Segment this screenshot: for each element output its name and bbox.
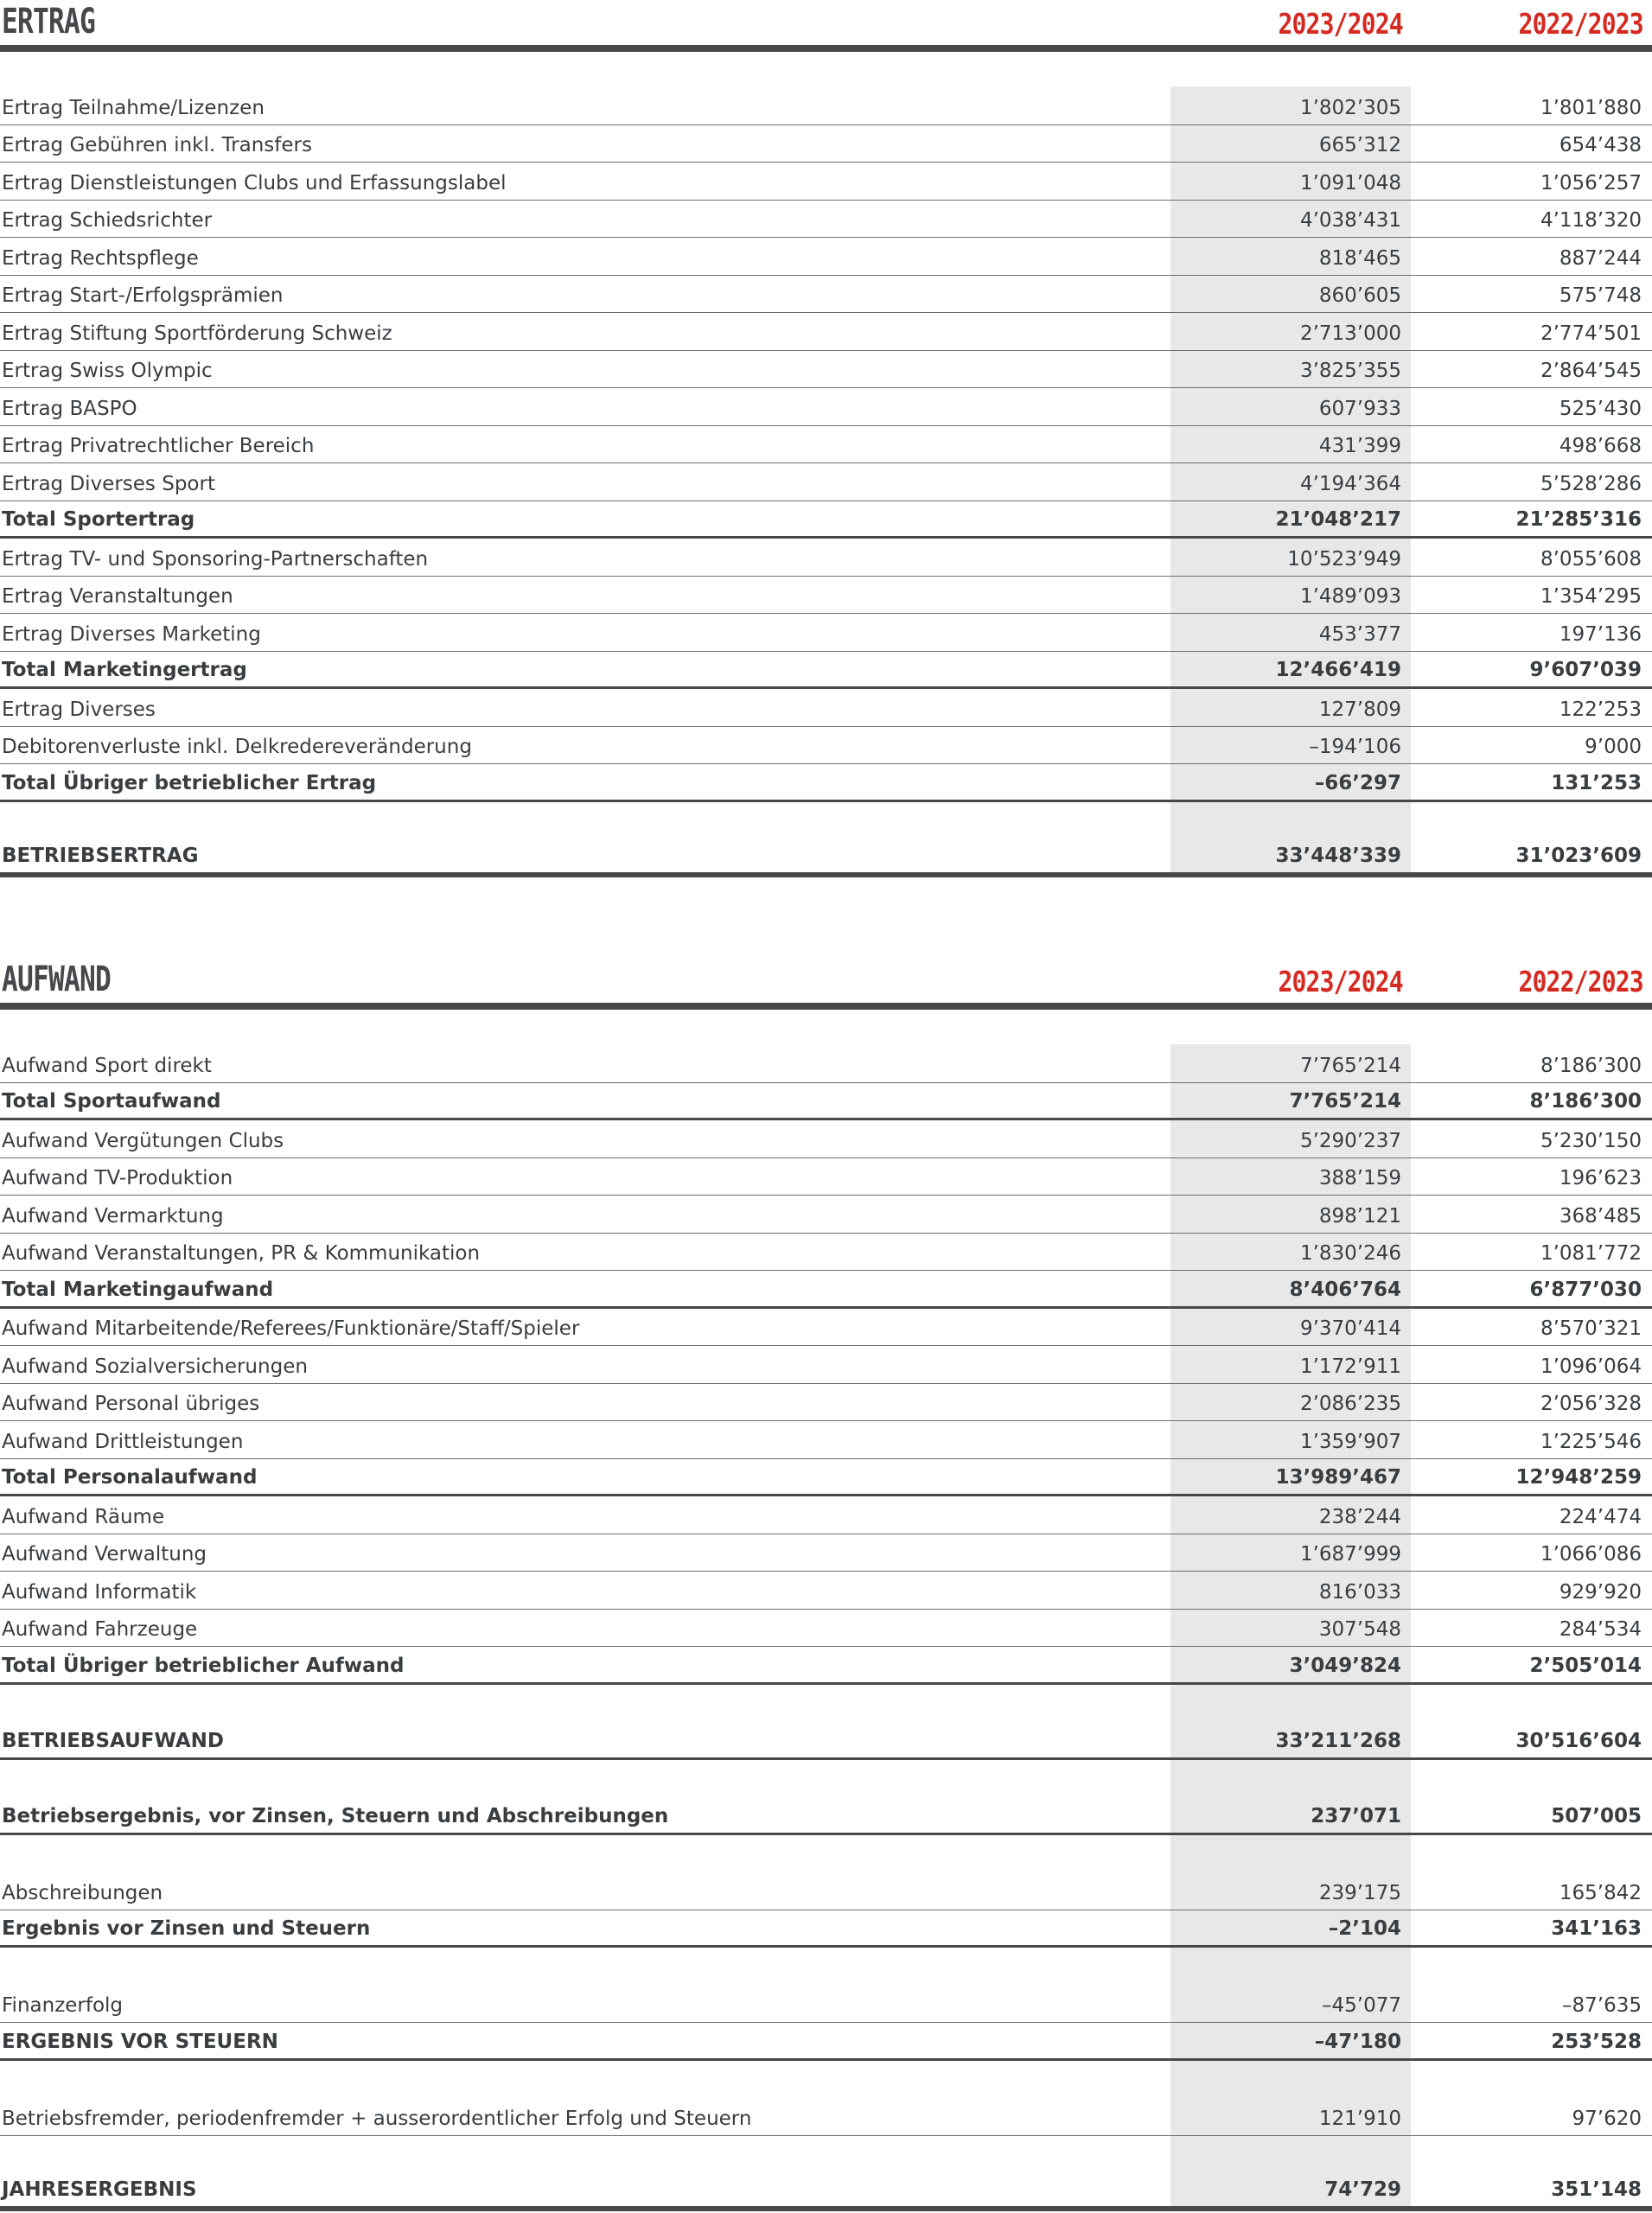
value-current: 431’399 <box>1318 435 1401 457</box>
row-label: Ertrag Start-/Erfolgsprämien <box>2 284 284 307</box>
ertrag-title: ERTRAG <box>2 2 96 41</box>
table-row <box>0 1421 1652 1459</box>
value-current: 2’086’235 <box>1299 1393 1401 1415</box>
total-row <box>0 652 1652 690</box>
value-previous: 1’225’546 <box>1540 1430 1642 1453</box>
value-current: 860’605 <box>1318 284 1401 307</box>
row-label: Aufwand Mitarbeitende/Referees/Funktionäre/Staff/Spieler <box>2 1317 580 1340</box>
table-row <box>0 1234 1652 1272</box>
table-row <box>0 727 1652 765</box>
table-row <box>0 125 1652 163</box>
spacer <box>0 1760 1652 1798</box>
table-row <box>0 1496 1652 1534</box>
table-row <box>0 1572 1652 1610</box>
value-current: 33’211’268 <box>1275 1729 1401 1752</box>
table-row <box>0 1384 1652 1422</box>
row-label: Total Marketingaufwand <box>2 1278 274 1301</box>
aufwand-table <box>0 1045 1652 2211</box>
ertrag-table <box>0 87 1652 877</box>
row-label: Betriebsergebnis, vor Zinsen, Steuern und Abschreibungen <box>2 1804 669 1827</box>
subtotal-row <box>0 1910 1652 1948</box>
value-previous: 6’877’030 <box>1529 1278 1642 1301</box>
row-label: Total Übriger betrieblicher Aufwand <box>2 1654 405 1677</box>
value-current: 4’194’364 <box>1299 472 1401 495</box>
value-current: 1’687’999 <box>1299 1543 1401 1566</box>
value-previous: 351’148 <box>1551 2178 1642 2201</box>
value-previous: 97’620 <box>1572 2107 1642 2130</box>
value-previous: 131’253 <box>1551 771 1642 794</box>
table-row <box>0 1534 1652 1572</box>
table-row <box>0 1158 1652 1196</box>
row-label: Total Sportaufwand <box>2 1090 221 1113</box>
table-row <box>0 1610 1652 1648</box>
value-previous: 30’516’604 <box>1515 1729 1642 1752</box>
table-row <box>0 426 1652 464</box>
row-label: Aufwand Drittleistungen <box>2 1430 244 1453</box>
spacer <box>0 1948 1652 1986</box>
spacer <box>0 1685 1652 1723</box>
ertrag-section <box>0 0 1652 867</box>
value-previous: 196’623 <box>1559 1167 1642 1189</box>
value-previous: 575’748 <box>1559 284 1642 307</box>
value-current: –66’297 <box>1314 771 1401 794</box>
row-label: Ertrag Teilnahme/Lizenzen <box>2 96 265 119</box>
table-row <box>0 577 1652 615</box>
row-label: Aufwand Verwaltung <box>2 1543 207 1566</box>
value-previous: 507’005 <box>1551 1804 1642 1827</box>
value-current: 10’523’949 <box>1287 547 1401 571</box>
value-current: 121’910 <box>1318 2107 1401 2130</box>
value-current: –47’180 <box>1314 2030 1401 2053</box>
value-previous: 21’285’316 <box>1515 508 1642 531</box>
row-label: Debitorenverluste inkl. Delkredereveränderung <box>2 736 472 758</box>
value-current: 21’048’217 <box>1275 508 1401 531</box>
grand-total-row <box>0 839 1652 877</box>
value-previous: 8’055’608 <box>1540 547 1642 571</box>
subtotal-row <box>0 2023 1652 2061</box>
table-row <box>0 351 1652 389</box>
value-current: 1’489’093 <box>1299 585 1401 608</box>
value-previous: 4’118’320 <box>1540 209 1642 232</box>
value-previous: 929’920 <box>1559 1580 1642 1604</box>
row-label: Ertrag BASPO <box>2 397 137 420</box>
value-previous: 2’505’014 <box>1529 1654 1642 1677</box>
total-row <box>0 1271 1652 1309</box>
value-current: 4’038’431 <box>1299 209 1401 232</box>
spacer <box>0 802 1652 840</box>
value-current: 453’377 <box>1318 622 1401 646</box>
value-current: 3’049’824 <box>1289 1654 1401 1677</box>
total-row <box>0 1647 1652 1685</box>
value-current: 818’465 <box>1318 246 1401 270</box>
value-current: –194’106 <box>1309 736 1401 758</box>
value-previous: –87’635 <box>1562 1994 1642 2017</box>
row-label: Ertrag Diverses <box>2 698 156 721</box>
total-row <box>0 501 1652 539</box>
value-previous: 1’066’086 <box>1540 1543 1642 1566</box>
value-previous: 122’253 <box>1559 698 1642 721</box>
row-label: Aufwand Personal übriges <box>2 1393 260 1415</box>
value-previous: 9’000 <box>1585 736 1642 758</box>
row-label: Betriebsfremder, periodenfremder + ausserordentlicher Erfolg und Steuern <box>2 2107 752 2130</box>
row-label: Finanzerfolg <box>2 1994 124 2017</box>
value-current: 238’244 <box>1318 1505 1401 1528</box>
table-row <box>0 689 1652 727</box>
value-current: 307’548 <box>1318 1618 1401 1641</box>
table-row <box>0 238 1652 276</box>
table-row <box>0 1309 1652 1347</box>
value-current: 1’830’246 <box>1299 1242 1401 1265</box>
table-row <box>0 463 1652 501</box>
ertrag-header <box>0 0 1652 53</box>
table-row <box>0 313 1652 351</box>
total-row <box>0 764 1652 802</box>
ertrag-year-current: 2023/2024 <box>1278 7 1403 41</box>
aufwand-section <box>0 958 1652 2201</box>
row-label: Ertrag Diverses Marketing <box>2 622 261 646</box>
row-label: Ertrag TV- und Sponsoring-Partnerschaften <box>2 547 429 571</box>
aufwand-year-previous: 2022/2023 <box>1518 965 1643 998</box>
table-row <box>0 1346 1652 1384</box>
value-previous: 197’136 <box>1559 622 1642 646</box>
value-previous: 341’163 <box>1551 1917 1642 1940</box>
value-current: 7’765’214 <box>1299 1054 1401 1077</box>
table-row <box>0 2098 1652 2136</box>
value-previous: 887’244 <box>1559 246 1642 270</box>
ertrag-year-previous: 2022/2023 <box>1518 7 1643 41</box>
value-previous: 1’801’880 <box>1540 96 1642 119</box>
aufwand-title: AUFWAND <box>2 960 112 999</box>
table-row <box>0 276 1652 314</box>
row-label: Ergebnis vor Zinsen und Steuern <box>2 1917 371 1940</box>
table-row <box>0 539 1652 577</box>
value-current: 9’370’414 <box>1299 1317 1401 1340</box>
table-row <box>0 1196 1652 1234</box>
table-row <box>0 1986 1652 2024</box>
row-label: Abschreibungen <box>2 1881 163 1904</box>
value-previous: 8’186’300 <box>1529 1090 1642 1113</box>
value-current: 127’809 <box>1318 698 1401 721</box>
value-previous: 165’842 <box>1559 1881 1642 1904</box>
row-label: Ertrag Diverses Sport <box>2 472 215 495</box>
value-previous: 9’607’039 <box>1529 659 1642 681</box>
row-label: JAHRESERGEBNIS <box>2 2178 197 2201</box>
subtotal-row <box>0 1722 1652 1760</box>
aufwand-header-rule <box>0 1003 1652 1010</box>
value-current: 239’175 <box>1318 1881 1401 1904</box>
value-current: 2’713’000 <box>1299 322 1401 345</box>
value-previous: 31’023’609 <box>1515 844 1642 867</box>
value-previous: 284’534 <box>1559 1618 1642 1641</box>
row-label: Aufwand Vergütungen Clubs <box>2 1129 284 1152</box>
value-current: 3’825’355 <box>1299 360 1401 382</box>
row-label: Aufwand Fahrzeuge <box>2 1618 198 1641</box>
value-current: 74’729 <box>1324 2178 1401 2201</box>
row-label: Total Sportertrag <box>2 508 195 531</box>
table-row <box>0 201 1652 239</box>
value-previous: 5’528’286 <box>1540 472 1642 495</box>
row-label: Ertrag Veranstaltungen <box>2 585 233 608</box>
value-current: 665’312 <box>1318 134 1401 156</box>
table-row <box>0 388 1652 426</box>
value-previous: 8’186’300 <box>1540 1054 1642 1077</box>
ertrag-header-rule <box>0 45 1652 52</box>
value-current: 5’290’237 <box>1299 1129 1401 1152</box>
value-previous: 224’474 <box>1559 1505 1642 1528</box>
total-row <box>0 1459 1652 1497</box>
value-previous: 525’430 <box>1559 397 1642 420</box>
row-label: Aufwand Veranstaltungen, PR & Kommunikation <box>2 1242 481 1265</box>
table-row <box>0 163 1652 201</box>
row-label: Total Übriger betrieblicher Ertrag <box>2 771 377 794</box>
table-row <box>0 614 1652 652</box>
grand-total-row <box>0 2173 1652 2211</box>
table-row <box>0 87 1652 125</box>
aufwand-header <box>0 958 1652 1011</box>
row-label: Ertrag Privatrechtlicher Bereich <box>2 435 315 457</box>
value-current: –45’077 <box>1322 1994 1401 2017</box>
row-label: Total Personalaufwand <box>2 1466 258 1489</box>
row-label: BETRIEBSAUFWAND <box>2 1729 224 1752</box>
subtotal-row <box>0 1797 1652 1835</box>
value-current: 816’033 <box>1318 1580 1401 1604</box>
value-previous: 654’438 <box>1559 134 1642 156</box>
value-previous: 12’948’259 <box>1515 1466 1642 1489</box>
row-label: Ertrag Dienstleistungen Clubs und Erfassungslabel <box>2 171 507 195</box>
row-label: ERGEBNIS VOR STEUERN <box>2 2030 278 2053</box>
row-label: Aufwand Informatik <box>2 1580 197 1604</box>
value-current: –2’104 <box>1328 1917 1401 1940</box>
aufwand-year-current: 2023/2024 <box>1278 965 1403 998</box>
value-current: 8’406’764 <box>1289 1278 1401 1301</box>
spacer <box>0 2136 1652 2174</box>
value-previous: 2’774’501 <box>1540 322 1642 345</box>
value-previous: 253’528 <box>1551 2030 1642 2053</box>
spacer <box>0 2061 1652 2099</box>
table-row <box>0 1045 1652 1083</box>
table-row <box>0 1120 1652 1158</box>
value-current: 13’989’467 <box>1275 1466 1401 1489</box>
value-current: 33’448’339 <box>1275 844 1401 867</box>
row-label: Ertrag Swiss Olympic <box>2 360 213 382</box>
row-label: Ertrag Rechtspflege <box>2 246 199 270</box>
row-label: Ertrag Stiftung Sportförderung Schweiz <box>2 322 392 345</box>
value-previous: 1’056’257 <box>1540 171 1642 195</box>
value-current: 7’765’214 <box>1289 1090 1401 1113</box>
row-label: Aufwand Sozialversicherungen <box>2 1355 308 1378</box>
value-previous: 2’864’545 <box>1540 360 1642 382</box>
table-row <box>0 1872 1652 1910</box>
value-current: 607’933 <box>1318 397 1401 420</box>
row-label: BETRIEBSERTRAG <box>2 844 199 867</box>
value-previous: 5’230’150 <box>1540 1129 1642 1152</box>
row-label: Total Marketingertrag <box>2 659 247 681</box>
value-current: 898’121 <box>1318 1204 1401 1228</box>
value-current: 1’359’907 <box>1299 1430 1401 1453</box>
row-label: Aufwand Vermarktung <box>2 1204 224 1228</box>
value-current: 1’802’305 <box>1299 96 1401 119</box>
value-current: 388’159 <box>1318 1167 1401 1189</box>
row-label: Aufwand TV-Produktion <box>2 1167 233 1189</box>
row-label: Aufwand Räume <box>2 1505 165 1528</box>
value-previous: 8’570’321 <box>1540 1317 1642 1340</box>
value-current: 12’466’419 <box>1275 659 1401 681</box>
value-previous: 1’081’772 <box>1540 1242 1642 1265</box>
value-current: 237’071 <box>1311 1804 1401 1827</box>
row-label: Aufwand Sport direkt <box>2 1054 212 1077</box>
total-row <box>0 1083 1652 1121</box>
value-previous: 498’668 <box>1559 435 1642 457</box>
row-label: Ertrag Schiedsrichter <box>2 209 213 232</box>
value-current: 1’172’911 <box>1299 1355 1401 1378</box>
value-current: 1’091’048 <box>1299 171 1401 195</box>
value-previous: 2’056’328 <box>1540 1393 1642 1415</box>
spacer <box>0 1835 1652 1873</box>
row-label: Ertrag Gebühren inkl. Transfers <box>2 134 312 156</box>
value-previous: 1’354’295 <box>1540 585 1642 608</box>
value-previous: 1’096’064 <box>1540 1355 1642 1378</box>
value-previous: 368’485 <box>1559 1204 1642 1228</box>
